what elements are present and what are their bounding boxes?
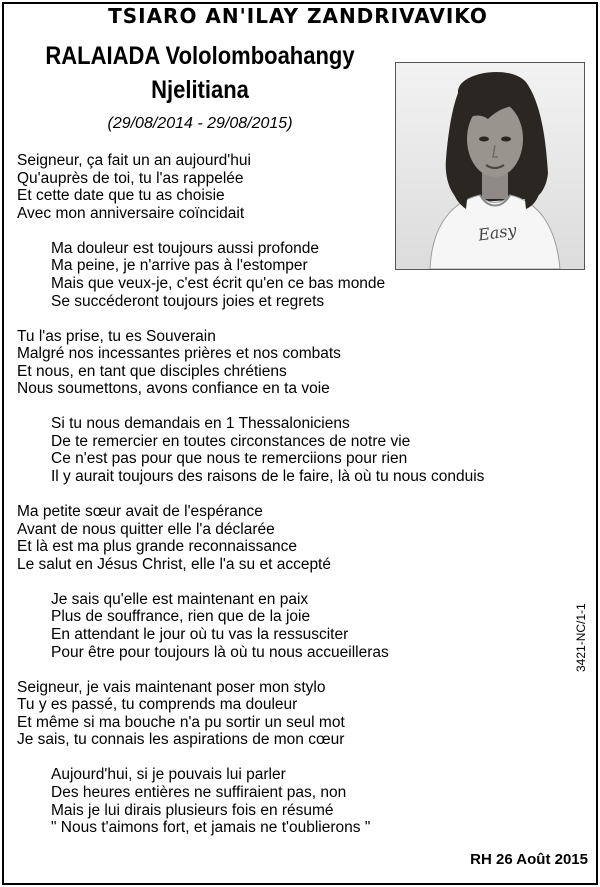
poem-stanza — [17, 240, 484, 310]
poem-line: Se succéderont toujours joies et regrets — [51, 292, 325, 310]
poem-line: Aujourd'hui, si je pouvais lui parler — [51, 766, 286, 784]
poem-stanza — [17, 152, 484, 222]
poem-line: Plus de souffrance, rien que de la joie — [51, 608, 311, 626]
poem-line: Malgré nos incessantes prières et nos combats — [17, 345, 341, 363]
poem-line: Je sais qu'elle est maintenant en paix — [51, 590, 309, 608]
poem-line: Seigneur, ça fait un an aujourd'hui — [17, 152, 251, 169]
poem-line: Et même si ma bouche n'a pu sortir un seul mot — [17, 713, 345, 731]
poem-line: Tu y es passé, tu comprends ma douleur — [17, 696, 298, 714]
poem-line: Le salut en Jésus Christ, elle l'a su et accepté — [17, 555, 331, 573]
poem-line: Tu l'as prise, tu es Souverain — [17, 327, 216, 345]
poem-stanza — [17, 503, 484, 573]
poem-line: Seigneur, je vais maintenant poser mon stylo — [17, 678, 326, 696]
notice-heading: TSIARO AN'ILAY ZANDRIVAVIKO — [108, 4, 488, 28]
poem-line: " Nous t'aimons fort, et jamais ne t'oublierons " — [51, 819, 371, 837]
poem-stanza — [17, 328, 484, 398]
poem-line: Ma douleur est toujours aussi profonde — [51, 239, 319, 257]
poem-line: Ma petite sœur avait de l'espérance — [17, 503, 263, 521]
poem-line: Et cette date que tu as choisie — [17, 187, 225, 205]
poem-line: Nous soumettons, avons confiance en ta voie — [17, 380, 330, 398]
shirt-print: Easy — [476, 220, 518, 245]
reference-code: 3421-NC/1-1 — [574, 603, 588, 672]
poem-line: Des heures entières ne suffiraient pas, non — [51, 783, 347, 801]
poem-body — [17, 152, 484, 854]
poem-line: Je sais, tu connais les aspirations de mon cœur — [17, 731, 345, 749]
poem-line: Si tu nous demandais en 1 Thessaloniciens — [51, 415, 350, 433]
poem-line: Ma peine, je n'arrive pas à l'estomper — [51, 257, 308, 275]
poem-line: Ce n'est pas pour que nous te remerciions pour rien — [51, 450, 408, 468]
deceased-name-line1: RALAIADA Vololomboahangy — [45, 42, 355, 70]
poem-line: Et là est ma plus grande reconnaissance — [17, 538, 298, 556]
poem-stanza — [17, 415, 484, 485]
poem-line: Et nous, en tant que disciples chrétiens — [17, 362, 287, 380]
poem-line: Mais je lui dirais plusieurs fois en résumé — [51, 801, 334, 819]
poem-line: Qu'auprès de toi, tu l'as rappelée — [17, 169, 244, 187]
poem-line: Avant de nous quitter elle l'a déclarée — [17, 520, 275, 538]
poem-line: En attendant le jour où tu vas la ressusciter — [51, 626, 349, 644]
poem-line: Pour être pour toujours là où tu nous accueilleras — [51, 643, 389, 661]
poem-line: Il y aurait toujours des raisons de le faire, là où tu nous conduis — [51, 468, 485, 486]
poem-stanza — [17, 766, 484, 836]
poem-line: Avec mon anniversaire coïncidait — [17, 204, 245, 222]
poem-line: De te remercier en toutes circonstances de notre vie — [51, 432, 411, 450]
signature-date: RH 26 Août 2015 — [470, 851, 588, 868]
memorial-dates: (29/08/2014 - 29/08/2015) — [107, 115, 293, 132]
poem-stanza — [17, 679, 484, 749]
poem-line: Mais que veux-je, c'est écrit qu'en ce bas monde — [51, 274, 386, 292]
poem-stanza — [17, 591, 484, 661]
deceased-name-line2: Njelitiana — [151, 76, 249, 104]
